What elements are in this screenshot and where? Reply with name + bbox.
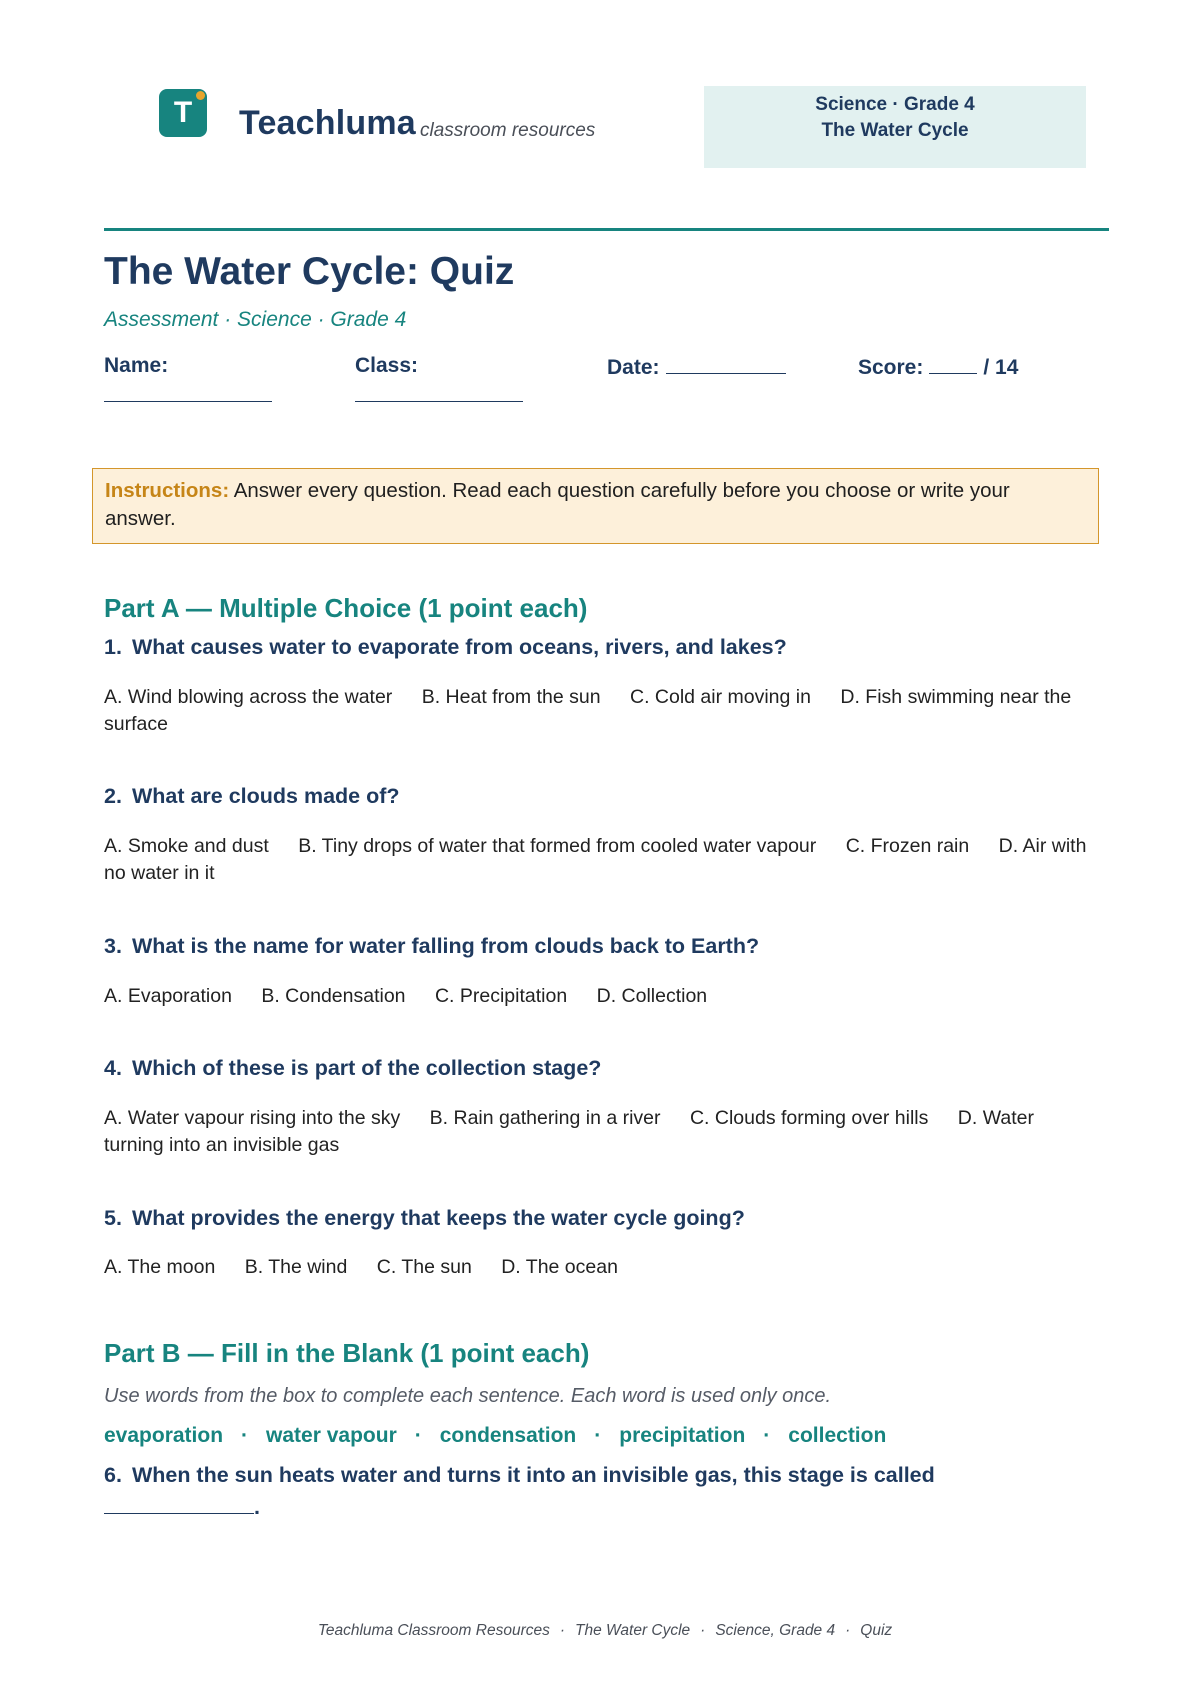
subject-line: Science · Grade 4 bbox=[815, 94, 975, 115]
header-divider bbox=[104, 228, 1109, 231]
option-a[interactable]: A. Water vapour rising into the sky bbox=[104, 1107, 401, 1129]
score-field[interactable] bbox=[858, 354, 1018, 380]
footer-separator: · bbox=[700, 1622, 706, 1639]
question-text: What are clouds made of? bbox=[131, 784, 400, 808]
score-blank[interactable] bbox=[929, 354, 977, 374]
question-4-options bbox=[104, 1105, 1094, 1159]
option-b[interactable]: B. The wind bbox=[244, 1256, 348, 1278]
class-field[interactable] bbox=[355, 354, 523, 402]
word-bank-item: collection bbox=[788, 1424, 887, 1447]
score-total: / 14 bbox=[983, 356, 1019, 379]
topic-line: The Water Cycle bbox=[821, 120, 969, 141]
option-a[interactable]: A. Evaporation bbox=[104, 985, 232, 1007]
name-blank[interactable] bbox=[104, 378, 272, 402]
option-d[interactable]: D. Air with no water in it bbox=[104, 835, 1087, 884]
name-label: Name: bbox=[104, 354, 169, 377]
teachluma-logo-icon: T bbox=[159, 89, 207, 137]
date-label: Date: bbox=[607, 356, 660, 379]
score-label: Score: bbox=[858, 356, 924, 379]
brand-tagline: classroom resources bbox=[420, 120, 596, 141]
question-1 bbox=[104, 632, 1104, 662]
part-b-instructions: Use words from the box to complete each sentence. Each word is used only once. bbox=[104, 1385, 832, 1407]
footer-item: Science, Grade 4 bbox=[715, 1622, 836, 1639]
option-d[interactable]: D. Collection bbox=[596, 985, 708, 1007]
question-3 bbox=[104, 931, 1104, 961]
option-c[interactable]: C. Precipitation bbox=[434, 985, 568, 1007]
question-2-options bbox=[104, 833, 1094, 887]
question-number: 2. bbox=[104, 784, 122, 808]
instructions-box bbox=[92, 468, 1099, 544]
date-blank[interactable] bbox=[666, 354, 786, 374]
option-a[interactable]: A. Smoke and dust bbox=[104, 835, 269, 857]
question-3-options bbox=[104, 983, 1094, 1010]
option-c[interactable]: C. Cold air moving in bbox=[629, 686, 811, 708]
class-label: Class: bbox=[355, 354, 419, 377]
page-header bbox=[0, 0, 1200, 200]
word-bank bbox=[104, 1424, 886, 1448]
word-bank-item: evaporation bbox=[104, 1424, 224, 1447]
part-b-heading: Part B — Fill in the Blank (1 point each) bbox=[104, 1338, 590, 1368]
footer-item: Quiz bbox=[860, 1622, 893, 1639]
option-c[interactable]: C. The sun bbox=[376, 1256, 472, 1278]
question-5-options bbox=[104, 1254, 1094, 1281]
subject-box bbox=[704, 86, 1086, 168]
question-number: 3. bbox=[104, 934, 122, 958]
name-field[interactable] bbox=[104, 354, 272, 402]
option-b[interactable]: B. Heat from the sun bbox=[421, 686, 601, 708]
question-text: Which of these is part of the collection stage? bbox=[131, 1056, 602, 1080]
question-text: What provides the energy that keeps the water cycle going? bbox=[131, 1206, 745, 1230]
question-2 bbox=[104, 781, 1104, 811]
logo-dot bbox=[196, 91, 205, 100]
page-subtitle: Assessment · Science · Grade 4 bbox=[104, 308, 407, 331]
footer-item: Teachluma Classroom Resources bbox=[317, 1622, 550, 1639]
page-title: The Water Cycle: Quiz bbox=[104, 250, 515, 293]
word-bank-item: condensation bbox=[439, 1424, 577, 1447]
option-b[interactable]: B. Rain gathering in a river bbox=[429, 1107, 661, 1129]
question-number: 1. bbox=[104, 635, 122, 659]
page-footer bbox=[0, 1622, 1200, 1640]
word-bank-item: water vapour bbox=[266, 1424, 397, 1447]
footer-separator: · bbox=[559, 1622, 566, 1639]
option-a[interactable]: A. Wind blowing across the water bbox=[104, 686, 393, 708]
question-4 bbox=[104, 1053, 1104, 1083]
question-6-blank[interactable] bbox=[104, 1492, 254, 1514]
footer-separator: · bbox=[845, 1622, 851, 1639]
instructions-text: Answer every question. Read each question carefully before you choose or write your answer. bbox=[105, 479, 1010, 530]
word-bank-separator: · bbox=[763, 1424, 771, 1447]
question-number: 4. bbox=[104, 1056, 122, 1080]
option-d[interactable]: D. Water turning into an invisible gas bbox=[104, 1107, 1034, 1156]
option-a[interactable]: A. The moon bbox=[104, 1256, 216, 1278]
footer-item: The Water Cycle bbox=[575, 1622, 691, 1639]
question-1-options bbox=[104, 684, 1094, 738]
word-bank-separator: · bbox=[594, 1424, 602, 1447]
word-bank-item: precipitation bbox=[619, 1424, 746, 1447]
option-b[interactable]: B. Tiny drops of water that formed from cooled water vapour bbox=[298, 835, 817, 857]
brand-name: Teachluma bbox=[239, 104, 416, 142]
option-d[interactable]: D. Fish swimming near the surface bbox=[104, 686, 1072, 735]
option-c[interactable]: C. Clouds forming over hills bbox=[689, 1107, 929, 1129]
word-bank-separator: · bbox=[241, 1424, 249, 1447]
question-text: What is the name for water falling from clouds back to Earth? bbox=[131, 934, 760, 958]
word-bank-separator: · bbox=[414, 1424, 422, 1447]
question-text: What causes water to evaporate from oceans, rivers, and lakes? bbox=[131, 635, 787, 659]
question-end: . bbox=[254, 1495, 260, 1519]
instructions-label: Instructions: bbox=[105, 479, 230, 502]
part-a-heading: Part A — Multiple Choice (1 point each) bbox=[104, 593, 588, 623]
question-5 bbox=[104, 1203, 1104, 1233]
question-text: When the sun heats water and turns it into an invisible gas, this stage is called bbox=[131, 1463, 935, 1487]
question-6 bbox=[104, 1459, 1104, 1523]
question-number: 6. bbox=[104, 1463, 122, 1487]
question-number: 5. bbox=[104, 1206, 122, 1230]
date-field[interactable] bbox=[607, 354, 786, 380]
option-d[interactable]: D. The ocean bbox=[501, 1256, 618, 1278]
class-blank[interactable] bbox=[355, 378, 523, 402]
option-b[interactable]: B. Condensation bbox=[261, 985, 406, 1007]
option-c[interactable]: C. Frozen rain bbox=[845, 835, 970, 857]
